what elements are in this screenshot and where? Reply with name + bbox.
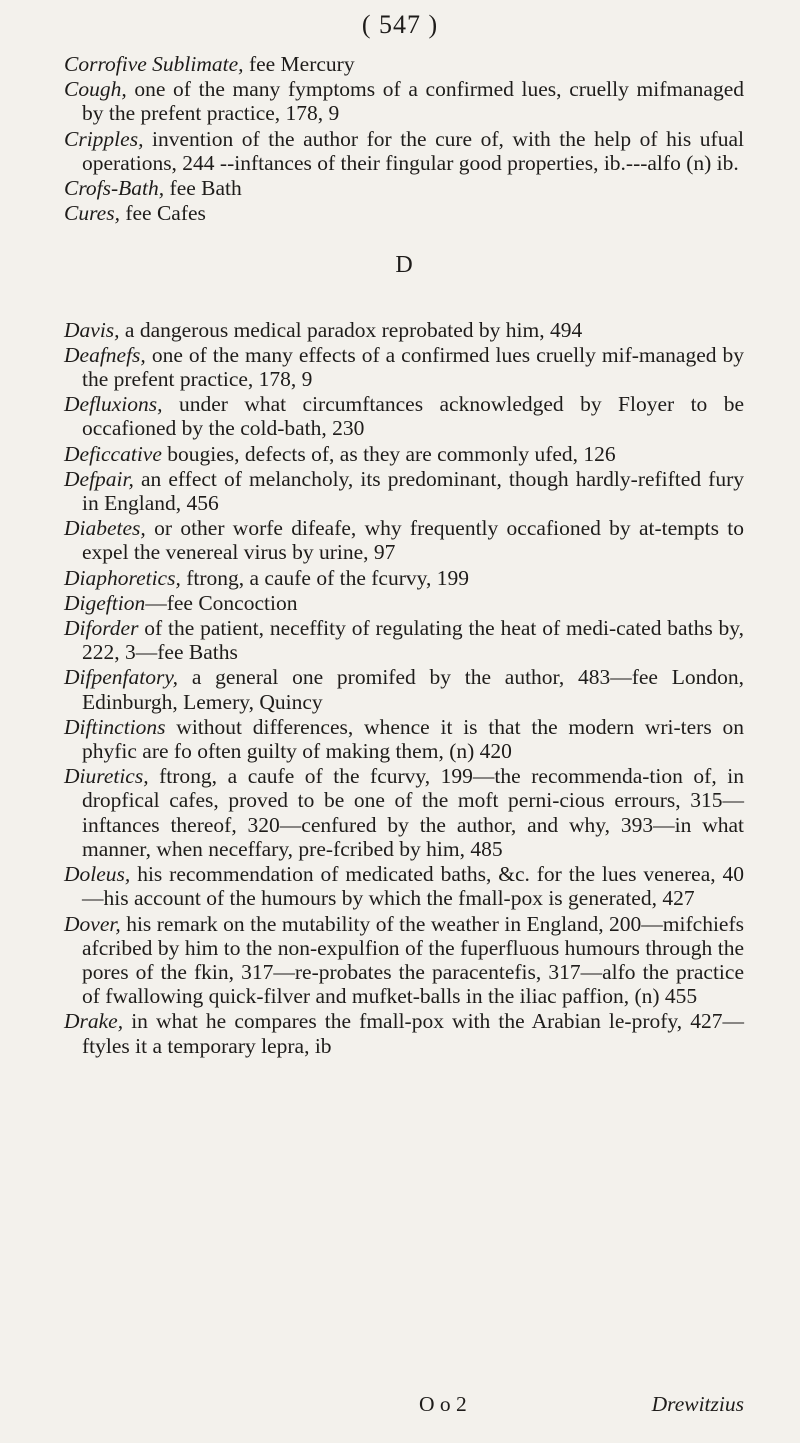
index-entry (64, 52, 744, 76)
index-entry (64, 566, 744, 590)
entry-text: bougies, defects of, as they are commonly ufed, 126 (161, 441, 616, 466)
entry-text: a dangerous medical paradox reprobated by him, 494 (119, 317, 583, 342)
entry-heading: Davis, (64, 317, 120, 342)
entry-heading: Deficcative (64, 441, 162, 466)
index-entry (64, 127, 744, 175)
entry-text: or other worfe difeafe, why frequently occafioned by at-tempts to expel the venereal virus by urine, 97 (82, 516, 744, 565)
signature-mark: O o 2 (419, 1392, 467, 1416)
entry-text: one of the many fymptoms of a confirmed lues, cruelly mifmanaged by the prefent practice, 178, 9 (82, 77, 744, 126)
entry-heading: Dover, (64, 911, 121, 936)
index-entry (64, 665, 744, 713)
entry-text: fee Bath (164, 176, 242, 201)
entry-heading: Cripples, (64, 126, 144, 151)
index-entry (64, 1009, 744, 1057)
entry-heading: Cough, (64, 77, 127, 102)
entry-heading: Difpenfatory, (64, 665, 179, 690)
index-entry (64, 442, 744, 466)
index-entry (64, 467, 744, 515)
entry-heading: Diaphoretics, (64, 565, 181, 590)
entry-text: of the patient, neceffity of regulating the heat of medi-cated baths by, 222, 3—fee Baths (82, 616, 744, 665)
entry-heading: Digeftion (64, 590, 146, 615)
entry-heading: Diforder (64, 616, 139, 641)
section-letter: D (395, 252, 413, 279)
index-entries (64, 52, 744, 1059)
catchword: Drewitzius (651, 1392, 744, 1416)
entry-text: without differences, whence it is that the modern wri-ters on phyfic are fo often guilty of making them, (n) 420 (82, 714, 744, 764)
entry-text: invention of the author for the cure of, with the help of his ufual operations, 244 --inftances of their fingular good properties, ib.---alfo (n) ib. (82, 126, 744, 175)
entry-text: his remark on the mutability of the weather in England, 200—mifchiefs afcribed by him to the non-expulfion of the fuperfluous humours through the pores of the fkin, 317—re-probates the paracentefis, 317—alfo the practice of fwallowing quick-filver and mufket-balls in the iliac paffion, (n) 455 (82, 911, 744, 1009)
index-entry (64, 591, 744, 615)
entry-heading: Diabetes, (64, 516, 146, 541)
index-group-d (64, 318, 744, 1058)
index-entry (64, 516, 744, 564)
index-entry (64, 343, 744, 391)
entry-text: a general one promifed by the author, 483—fee London, Edinburgh, Lemery, Quincy (82, 665, 744, 714)
entry-heading: Diftinctions (64, 714, 166, 739)
index-entry (64, 616, 744, 664)
entry-heading: Deafnefs, (64, 342, 146, 367)
entry-text: ftrong, a caufe of the fcurvy, 199—the recommenda-tion of, in dropfical cafes, proved to be one of the moft perni-cious errours, 315—inftances thereof, 320—cenfured by the author, and why, 393—in what manner, when neceffary, pre-fcribed by him, 485 (82, 764, 744, 861)
entry-heading: Defpair, (64, 466, 134, 491)
entry-heading: Doleus, (64, 862, 131, 887)
index-group-c (64, 52, 744, 225)
index-entry (64, 764, 744, 861)
index-entry (64, 176, 744, 200)
entry-heading: Crofs-Bath, (64, 176, 165, 201)
page-number: ( 547 ) (361, 10, 439, 39)
index-entry (64, 715, 744, 763)
entry-text: under what circumftances acknowledged by Floyer to be occafioned by the cold-bath, 230 (82, 392, 744, 441)
entry-text: his recommendation of medicated baths, &c. for the lues venerea, 40—his account of the humours by which the fmall-pox is generated, 427 (82, 862, 744, 911)
entry-text: an effect of melancholy, its predominant, though hardly-refifted fury in England, 456 (82, 466, 744, 516)
entry-text: in what he compares the fmall-pox with the Arabian le-profy, 427—ftyles it a temporary lepra, ib (82, 1009, 744, 1058)
entry-heading: Corrofive Sublimate, (64, 52, 244, 76)
entry-heading: Cures, (64, 201, 120, 226)
entry-heading: Diuretics, (64, 764, 149, 789)
index-entry (64, 77, 744, 125)
entry-text: one of the many effects of a confirmed lues cruelly mif-managed by the prefent practice, 178, 9 (82, 342, 744, 392)
index-entry (64, 912, 744, 1009)
entry-text: fee Cafes (119, 201, 206, 226)
entry-heading: Defluxions, (64, 392, 163, 417)
entry-text: fee Mercury (243, 52, 355, 76)
index-entry (64, 318, 744, 342)
index-entry (64, 392, 744, 440)
index-entry (64, 201, 744, 225)
entry-text: —fee Concoction (145, 590, 298, 615)
entry-text: ftrong, a caufe of the fcurvy, 199 (180, 565, 469, 590)
entry-heading: Drake, (64, 1009, 124, 1034)
index-entry (64, 862, 744, 910)
